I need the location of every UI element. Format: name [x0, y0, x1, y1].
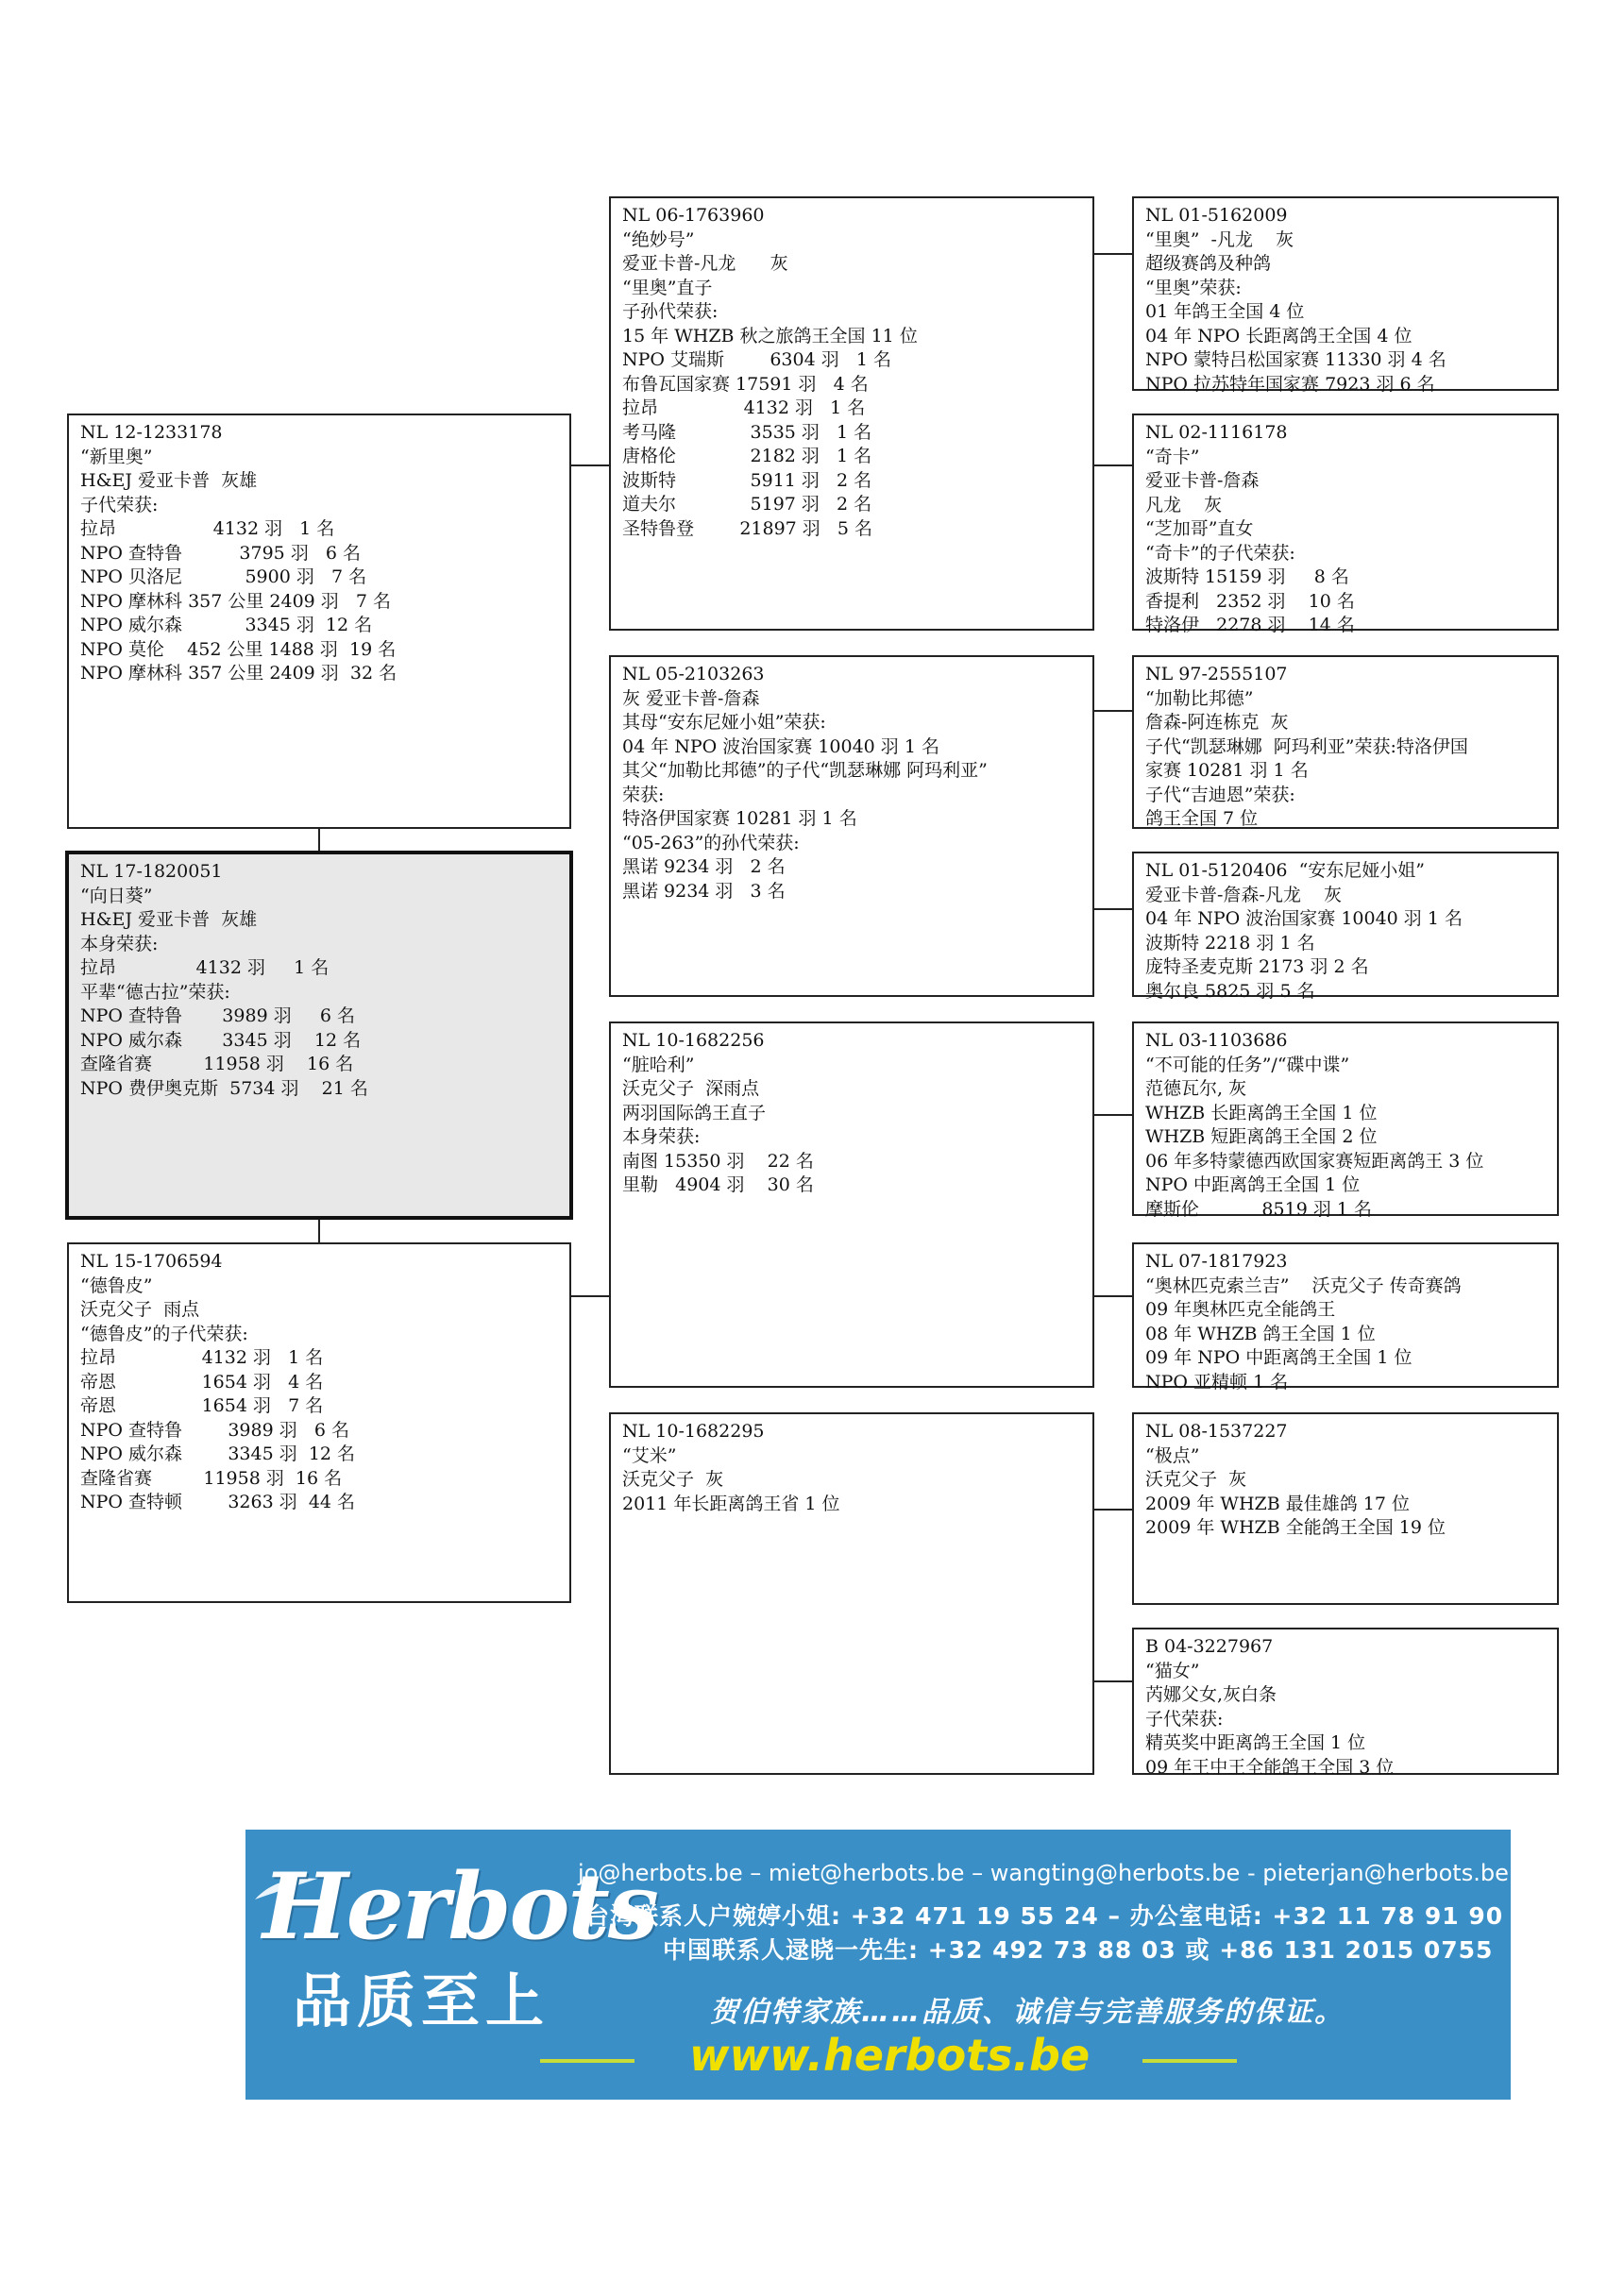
box-line: “猫女”	[1145, 1660, 1200, 1681]
pedigree-box-great-grandparent	[1132, 852, 1559, 1002]
box-line: 查隆省赛 11958 羽 16 名	[80, 1054, 354, 1074]
box-line: 拉昂 4132 羽 1 名	[622, 397, 866, 418]
box-line: 09 年 NPO 中距离鸽王全国 1 位	[1145, 1347, 1413, 1368]
connector	[1092, 1295, 1132, 1297]
box-line: 家赛 10281 羽 1 名	[1145, 760, 1309, 781]
connector	[1092, 710, 1132, 712]
box-line: NPO 拉苏特年国家赛 7923 羽 6 名	[1145, 373, 1435, 395]
box-line: “芝加哥”直女	[1145, 518, 1254, 539]
pedigree-box-great-grandparent	[1132, 1021, 1559, 1220]
box-line: 拉昂 4132 羽 1 名	[80, 1347, 324, 1368]
box-line: NL 12-1233178	[80, 422, 223, 443]
box-line: NPO 贝洛尼 5900 羽 7 名	[80, 566, 367, 587]
box-line: NL 17-1820051	[80, 861, 223, 882]
box-line: 波斯特 15159 羽 8 名	[1145, 566, 1349, 587]
box-line: “奇卡”的子代荣获:	[1145, 542, 1295, 564]
box-line: WHZB 短距离鸽王全国 2 位	[1145, 1126, 1378, 1147]
box-line: 爱亚卡普-詹森-凡龙 灰	[1145, 884, 1342, 905]
box-line: NPO 莫伦 452 公里 1488 羽 19 名	[80, 638, 397, 660]
box-line: 道夫尔 5197 羽 2 名	[622, 494, 872, 515]
box-line: 精英奖中距离鸽王全国 1 位	[1145, 1732, 1366, 1753]
box-line: 考马隆 3535 羽 1 名	[622, 421, 872, 443]
box-line: 子代荣获:	[80, 494, 159, 515]
box-line: NPO 查特鲁 3989 羽 6 名	[80, 1005, 356, 1026]
box-line: H&EJ 爱亚卡普 灰雄	[80, 909, 258, 930]
box-line: “不可能的任务”/“碟中谍”	[1145, 1054, 1350, 1075]
box-line: “极点”	[1145, 1444, 1200, 1466]
box-line: NL 97-2555107	[1145, 664, 1288, 684]
box-line: 荣获:	[622, 784, 665, 805]
box-line: 凡龙 灰	[1145, 494, 1223, 515]
box-line: 子代“凯瑟琳娜 阿玛利亚”荣获:特洛伊国	[1145, 735, 1468, 757]
box-line: NL 01-5120406 “安东尼娅小姐”	[1145, 860, 1426, 881]
taiwan-contact: 台湾联系人户婉婷小姐: +32 471 19 55 24 – 办公室电话: +32 11 78 91 90	[585, 1902, 1504, 1930]
box-line: 爱亚卡普-詹森	[1145, 470, 1260, 491]
box-line: NPO 查特鲁 3795 羽 6 名	[80, 542, 362, 564]
box-line: NPO 中距离鸽王全国 1 位	[1145, 1174, 1361, 1195]
box-line: 其母“安东尼娅小姐”荣获:	[622, 712, 826, 733]
connector	[318, 828, 320, 853]
box-line: NL 10-1682295	[622, 1421, 765, 1442]
box-line: 06 年多特蒙德西欧国家赛短距离鸽王 3 位	[1145, 1150, 1484, 1172]
banner-tagline: 贺伯特家族……品质、诚信与完善服务的保证。	[710, 1996, 1345, 2029]
pedigree-box-great-grandparent	[1132, 1242, 1559, 1393]
box-line: NPO 费伊奥克斯 5734 羽 21 名	[80, 1077, 368, 1099]
box-line: NL 07-1817923	[1145, 1251, 1288, 1272]
box-line: 奥尔良 5825 羽 5 名	[1145, 980, 1315, 1002]
box-line: “奇卡”	[1145, 446, 1200, 467]
box-line: 子代“吉迪恩”荣获:	[1145, 784, 1295, 805]
pedigree-box-great-grandparent	[1132, 196, 1559, 395]
box-line: 04 年 NPO 波治国家赛 10040 羽 1 名	[1145, 908, 1463, 929]
banner-slogan: 品质至上	[293, 1967, 550, 2035]
box-line: NL 02-1116178	[1145, 422, 1288, 443]
box-line: NPO 蒙特吕松国家赛 11330 羽 4 名	[1145, 349, 1446, 370]
box-line: 南图 15350 羽 22 名	[622, 1150, 814, 1172]
pedigree-box-paternal-granddam	[609, 655, 1094, 997]
box-line: NPO 摩林科 357 公里 2409 羽 32 名	[80, 663, 398, 684]
pedigree-box-father	[67, 414, 571, 829]
box-line: 庞特圣麦克斯 2173 羽 2 名	[1145, 956, 1369, 977]
box-line: NPO 亚精顿 1 名	[1145, 1371, 1289, 1393]
box-line: 本身荣获:	[622, 1126, 701, 1147]
box-line: 子代荣获:	[1145, 1708, 1224, 1730]
box-line: NL 08-1537227	[1145, 1421, 1288, 1442]
box-line: 沃克父子 灰	[622, 1469, 724, 1490]
box-line: “绝妙号”	[622, 228, 695, 250]
box-line: 里勒 4904 羽 30 名	[622, 1174, 814, 1195]
box-line: NL 01-5162009	[1145, 205, 1288, 226]
box-line: 詹森-阿连栋克 灰	[1145, 712, 1289, 733]
box-line: 04 年 NPO 波治国家赛 10040 羽 1 名	[622, 735, 939, 757]
box-line: 布鲁瓦国家赛 17591 羽 4 名	[622, 373, 869, 395]
decorative-dash	[1142, 2059, 1237, 2063]
box-line: 波斯特 2218 羽 1 名	[1145, 932, 1315, 954]
box-line: 拉昂 4132 羽 1 名	[80, 957, 330, 978]
box-line: 超级赛鸽及种鸽	[1145, 253, 1272, 274]
website-link[interactable]: www.herbots.be	[689, 2030, 1091, 2081]
box-line: “奥林匹克索兰吉” 沃克父子 传奇赛鸽	[1145, 1275, 1462, 1296]
decorative-dash	[540, 2059, 634, 2063]
box-line: 鸽王全国 7 位	[1145, 808, 1259, 829]
box-line: 帝恩 1654 羽 4 名	[80, 1371, 324, 1393]
box-line: 帝恩 1654 羽 7 名	[80, 1395, 324, 1416]
box-line: 子孙代荣获:	[622, 301, 719, 322]
box-line: “艾米”	[622, 1444, 677, 1466]
box-line: “里奥” -凡龙 灰	[1145, 228, 1294, 250]
box-line: 两羽国际鸽王直子	[622, 1102, 767, 1123]
box-line: 09 年王中王全能鸽王全国 3 位	[1145, 1756, 1395, 1778]
box-line: 香提利 2352 羽 10 名	[1145, 590, 1355, 612]
connector	[1092, 908, 1132, 910]
herbots-banner	[245, 1830, 1511, 2100]
box-line: 本身荣获:	[80, 933, 159, 954]
box-line: 芮娜父女,灰白条	[1145, 1684, 1277, 1705]
box-line: NL 06-1763960	[622, 205, 765, 226]
box-line: 08 年 WHZB 鸽王全国 1 位	[1145, 1323, 1376, 1344]
box-line: NPO 查特鲁 3989 羽 6 名	[80, 1419, 349, 1441]
connector	[1092, 253, 1132, 255]
china-contact: 中国联系人逯晓一先生: +32 492 73 88 03 或 +86 131 2015 0755	[663, 1936, 1494, 1964]
box-line: NPO 威尔森 3345 羽 12 名	[80, 1443, 356, 1464]
box-line: 唐格伦 2182 羽 1 名	[622, 446, 872, 466]
connector	[1092, 1114, 1132, 1116]
box-line: 灰 爱亚卡普-詹森	[622, 687, 760, 709]
box-line: 沃克父子 灰	[1145, 1469, 1247, 1490]
box-line: 波斯特 5911 羽 2 名	[622, 469, 872, 491]
box-line: H&EJ 爱亚卡普 灰雄	[80, 470, 258, 491]
pedigree-box-great-grandparent	[1132, 655, 1559, 829]
box-line: 2009 年 WHZB 最佳雄鸽 17 位	[1145, 1493, 1410, 1514]
box-line: NL 15-1706594	[80, 1251, 223, 1272]
contact-emails[interactable]: jo@herbots.be – miet@herbots.be – wangting@herbots.be - pieterjan@herbots.be	[578, 1860, 1509, 1886]
box-line: 09 年奥林匹克全能鸽王	[1145, 1299, 1336, 1320]
box-line: 沃克父子 雨点	[80, 1299, 200, 1320]
box-line: NPO 威尔森 3345 羽 12 名	[80, 1029, 362, 1051]
box-line: “德鲁皮”的子代荣获:	[80, 1323, 248, 1344]
pedigree-box-great-grandparent	[1132, 1628, 1559, 1778]
box-line: NPO 查特顿 3263 羽 44 名	[80, 1492, 356, 1512]
connector	[318, 1218, 320, 1242]
pedigree-box-great-grandparent	[1132, 414, 1559, 635]
box-line: “05-263”的孙代荣获:	[622, 832, 800, 853]
box-line: 15 年 WHZB 秋之旅鸽王全国 11 位	[622, 325, 918, 346]
box-line: “德鲁皮”	[80, 1275, 153, 1296]
box-line: 黑诺 9234 羽 3 名	[622, 880, 786, 902]
box-line: “脏哈利”	[622, 1054, 695, 1075]
box-line: 特洛伊国家赛 10281 羽 1 名	[622, 808, 857, 829]
pedigree-box-maternal-grandsire	[609, 1021, 1094, 1388]
box-line: NPO 摩林科 357 公里 2409 羽 7 名	[80, 590, 392, 612]
box-line: WHZB 长距离鸽王全国 1 位	[1145, 1102, 1378, 1123]
pedigree-box-maternal-granddam	[609, 1412, 1094, 1775]
box-line: 范德瓦尔, 灰	[1145, 1078, 1247, 1099]
box-line: “里奥”荣获:	[1145, 277, 1242, 298]
box-line: 沃克父子 深雨点	[622, 1078, 760, 1099]
box-line: 01 年鸽王全国 4 位	[1145, 301, 1305, 322]
box-line: 其父“加勒比邦德”的子代“凯瑟琳娜 阿玛利亚”	[622, 760, 988, 781]
box-line: 黑诺 9234 羽 2 名	[622, 856, 786, 877]
box-line: “新里奥”	[80, 446, 153, 467]
box-line: 2011 年长距离鸽王省 1 位	[622, 1493, 840, 1514]
box-line: NL 05-2103263	[622, 664, 765, 684]
box-line: “向日葵”	[80, 885, 153, 906]
box-line: “里奥”直子	[622, 277, 713, 298]
pedigree-box-subject	[65, 851, 573, 1220]
pedigree-box-great-grandparent	[1132, 1412, 1559, 1605]
box-line: NL 10-1682256	[622, 1030, 765, 1051]
connector	[569, 464, 609, 466]
box-line: 查隆省赛 11958 羽 16 名	[80, 1467, 343, 1489]
box-line: “加勒比邦德”	[1145, 687, 1254, 709]
box-line: NPO 威尔森 3345 羽 12 名	[80, 615, 373, 635]
box-line: B 04-3227967	[1145, 1636, 1274, 1657]
connector	[1092, 1680, 1132, 1682]
connector	[569, 1295, 609, 1297]
pedigree-box-mother	[67, 1242, 571, 1603]
box-line: 04 年 NPO 长距离鸽王全国 4 位	[1145, 325, 1413, 346]
connector	[1092, 464, 1132, 466]
box-line: 拉昂 4132 羽 1 名	[80, 518, 335, 539]
box-line: 平辈“德古拉”荣获:	[80, 981, 230, 1003]
box-line: NPO 艾瑞斯 6304 羽 1 名	[622, 349, 891, 370]
pedigree-box-paternal-grandsire	[609, 196, 1094, 631]
box-line: 特洛伊 2278 羽 14 名	[1145, 615, 1355, 635]
box-line: 2009 年 WHZB 全能鸽王全国 19 位	[1145, 1517, 1446, 1538]
connector	[1092, 1509, 1132, 1511]
box-line: NL 03-1103686	[1145, 1030, 1288, 1051]
box-line: 摩斯伦 8519 羽 1 名	[1145, 1198, 1372, 1220]
box-line: 爱亚卡普-凡龙 灰	[622, 253, 788, 274]
herbots-logo: Herbots	[262, 1853, 657, 1960]
box-line: 圣特鲁登 21897 羽 5 名	[622, 517, 873, 539]
